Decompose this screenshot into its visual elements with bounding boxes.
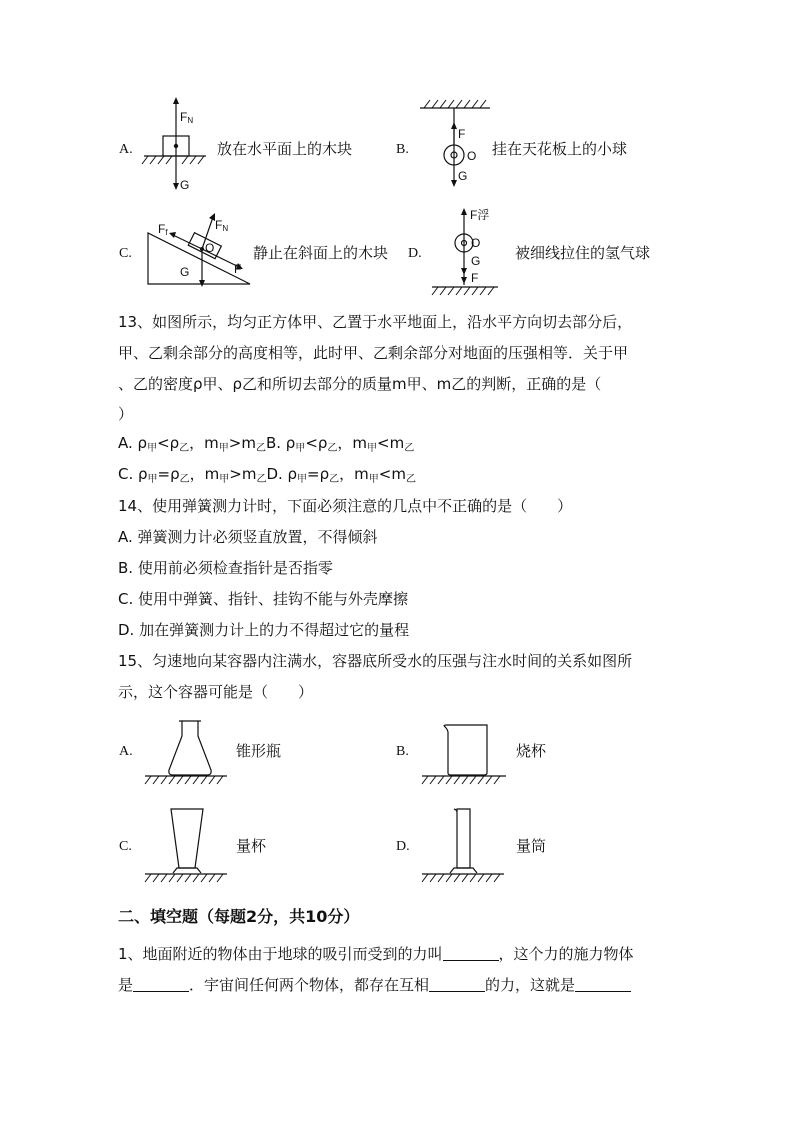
- q12-d-ground-hatch: [432, 287, 494, 295]
- q12-d-ffloat-arrowhead: [461, 208, 467, 215]
- q15-d-cylinder-outline: [457, 809, 470, 868]
- q12-option-b-letter: B.: [396, 142, 409, 157]
- q14-option-b: B. 使用前必须检查指针是否指零: [118, 559, 333, 577]
- s2-q1-line-2: 是 ．宇宙间任何两个物体，都存在互相 的力，这就是: [118, 975, 631, 995]
- q15-d-graduated-cylinder: [420, 806, 510, 886]
- q15-stem-line-2: 示，这个容器可能是（ ）: [118, 683, 314, 701]
- q13-stem-line-1: 13、如图所示，均匀正方体甲、乙置于水平地面上，沿水平方向切去部分后，: [118, 313, 633, 331]
- q12-d-g-arrowhead: [461, 268, 467, 275]
- q12-a-ground-hatch: [142, 156, 204, 164]
- q12-d-description: 被细线拉住的氢气球: [515, 244, 651, 262]
- q13-options-cd: C. $\rho_甲=\rho_乙$，$m_甲>m_乙D$. $\rho_甲=\rho_乙$，$m_甲<m_乙$: [118, 465, 416, 485]
- q14-stem: 14、使用弹簧测力计时，下面必须注意的几点中不正确的是（ ）: [118, 497, 573, 515]
- q12-a-g-label: G: [180, 178, 190, 192]
- q15-c-cup-base: [173, 868, 201, 873]
- q12-b-g-label: G: [458, 169, 468, 183]
- q15-d-label: 量筒: [516, 837, 547, 855]
- q12-b-diagram: [418, 98, 498, 190]
- q12-a-center-dot: [174, 144, 178, 148]
- q15-stem-line-1: 15、匀速地向某容器内注满水，容器底所受水的压强与注水时间的关系如图所: [118, 652, 633, 670]
- q12-c-diagram: [145, 205, 255, 315]
- q13-stem-line-4: ）: [118, 405, 134, 423]
- q12-a-fn-arrowhead: [173, 97, 179, 104]
- q14-option-c: C. 使用中弹簧、指针、挂钩不能与外壳摩擦: [118, 590, 409, 608]
- q12-option-c-letter: C.: [119, 246, 132, 261]
- q12-c-incline: [148, 233, 250, 284]
- section-2-heading: 二、填空题（每题2分，共10分）: [118, 907, 360, 926]
- q15-option-d-letter: D.: [396, 839, 410, 854]
- q15-c-cup-outline: [171, 809, 203, 868]
- q13-options-ab: A. $\rho_甲<\rho_乙$，$m_甲>m_乙B$. $\rho_甲<\rho_乙$，$m_甲<m_乙$: [118, 434, 415, 454]
- q12-a-description: 放在水平面上的木块: [217, 140, 353, 158]
- q15-a-label: 锥形瓶: [236, 742, 282, 760]
- q12-c-ff-line: [173, 235, 202, 249]
- q13-stem-line-2: 甲、乙剩余部分的高度相等，此时甲、乙剩余部分对地面的压强相等．关于甲: [118, 344, 629, 362]
- q12-d-o-label: O: [471, 236, 481, 250]
- q12-c-ff-arrowhead: [169, 232, 176, 238]
- q12-a-diagram: [140, 95, 210, 195]
- blank-2[interactable]: [133, 975, 189, 992]
- q12-c-o-label: O: [205, 241, 215, 255]
- q12-c-f-label: F: [234, 262, 242, 276]
- s2-q1-line-1: 1、地面附近的物体由于地球的吸引而受到的力叫 ，这个力的施力物体: [118, 945, 634, 963]
- q12-option-d-letter: D.: [408, 246, 422, 261]
- blank-4[interactable]: [575, 975, 631, 992]
- q15-c-label: 量杯: [236, 837, 267, 855]
- q12-c-ff-label: Ff: [158, 222, 168, 237]
- q15-a-ground-hatch: [145, 776, 223, 784]
- q12-d-ffloat-label: F浮: [470, 208, 490, 222]
- q15-b-beaker: [420, 718, 510, 788]
- blank-1[interactable]: [443, 944, 499, 961]
- q12-b-f-label: F: [458, 127, 466, 141]
- blank-3[interactable]: [429, 975, 485, 992]
- q12-d-f-label: F: [471, 271, 479, 285]
- q15-b-beaker-outline: [444, 726, 487, 775]
- q12-b-f-arrowhead: [451, 122, 457, 129]
- q15-c-ground-hatch: [145, 874, 223, 882]
- q15-option-b-letter: B.: [396, 744, 409, 759]
- q15-a-conical-flask: [143, 718, 233, 788]
- q15-d-ground-hatch: [422, 874, 500, 882]
- q15-d-cylinder-base: [450, 868, 477, 873]
- q15-b-ground-hatch: [422, 776, 500, 784]
- q15-b-beaker-spout: [444, 725, 487, 727]
- q12-d-diagram: [430, 205, 510, 297]
- q12-a-g-arrowhead: [173, 183, 179, 190]
- q14-option-d: D. 加在弹簧测力计上的力不得超过它的量程: [118, 621, 410, 639]
- q15-option-a-letter: A.: [119, 744, 133, 759]
- q12-option-a-letter: A.: [119, 142, 133, 157]
- q12-b-ceiling-hatch: [424, 100, 486, 108]
- q12-a-fn-label: FN: [180, 110, 194, 125]
- q12-b-g-arrowhead: [451, 180, 457, 187]
- q14-option-a: A. 弹簧测力计必须竖直放置，不得倾斜: [118, 528, 378, 546]
- q12-c-description: 静止在斜面上的木块: [253, 244, 389, 262]
- q12-b-o-label: O: [467, 149, 477, 163]
- q12-c-g-label: G: [180, 265, 190, 279]
- q12-d-g-label: G: [471, 254, 481, 268]
- q15-option-c-letter: C.: [119, 839, 132, 854]
- q13-stem-line-3: 、乙的密度ρ甲、ρ乙和所切去部分的质量m甲、m乙的判断，正确的是（: [118, 375, 602, 393]
- q15-b-label: 烧杯: [516, 742, 547, 760]
- q15-c-measuring-cup: [143, 806, 233, 886]
- q12-d-f-arrowhead: [461, 277, 467, 284]
- q15-a-flask-outline: [169, 721, 211, 775]
- q12-b-description: 挂在天花板上的小球: [492, 140, 628, 158]
- q12-c-fn-label: FN: [215, 218, 229, 233]
